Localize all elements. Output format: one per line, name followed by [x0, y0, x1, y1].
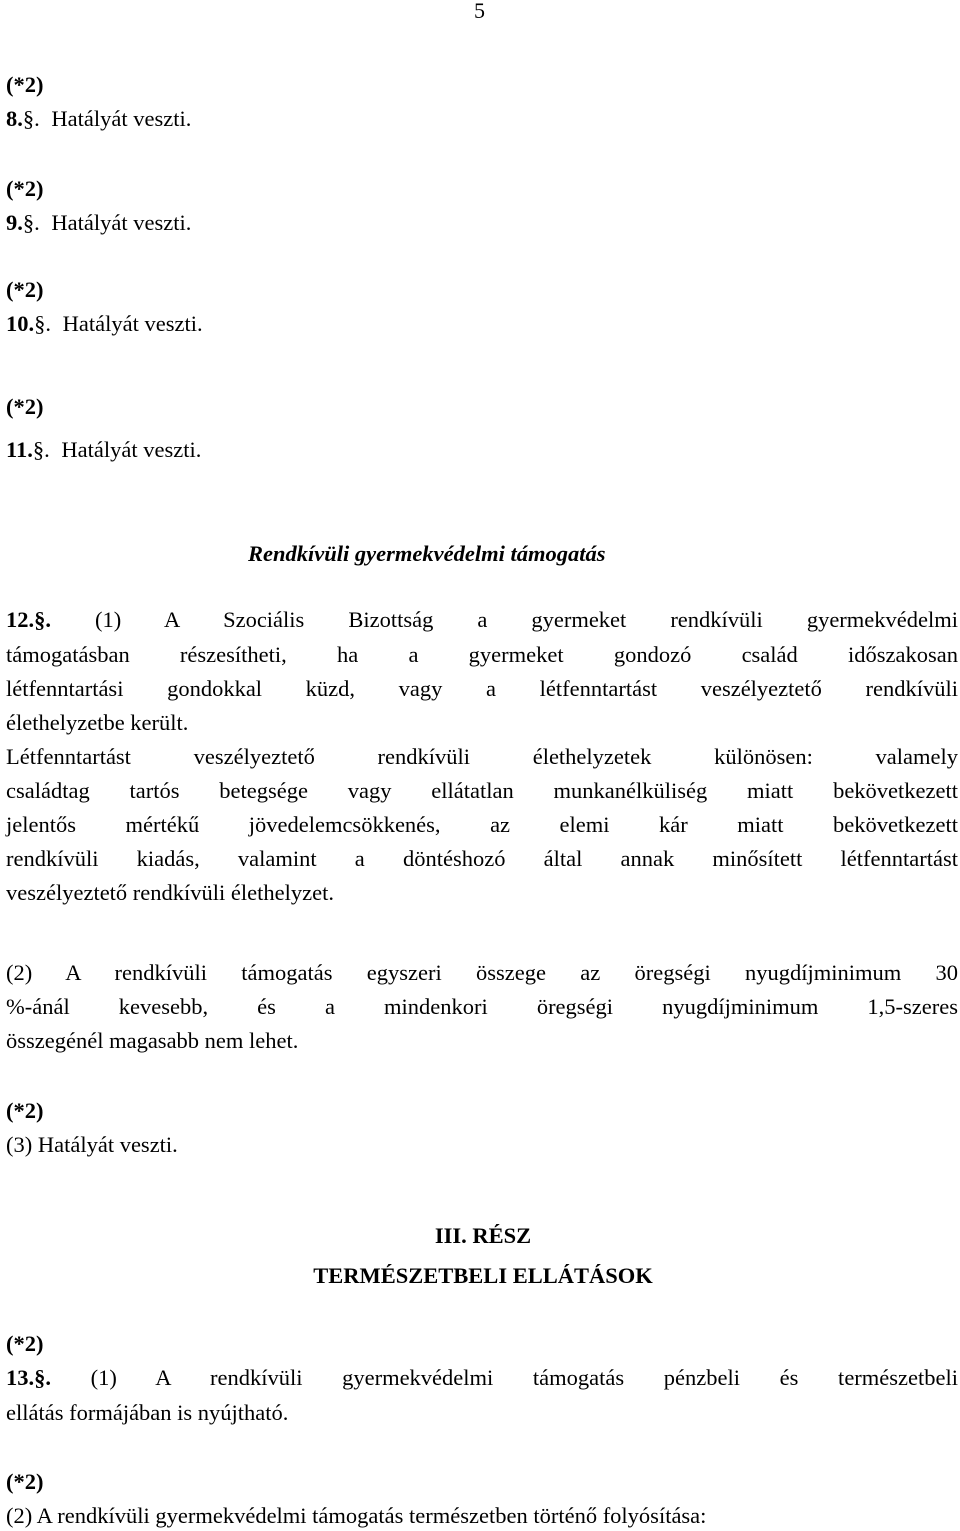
part-title: III. RÉSZ	[434, 1223, 532, 1248]
section-13-para2: (2) A rendkívüli gyermekvédelmi támogatás természetben történő folyósítása:	[6, 1503, 707, 1528]
section-number: 12.	[6, 607, 35, 632]
section-12-para2-line-1: (2) A rendkívüli támogatás egyszeri összege az öregségi nyugdíjminimum 30	[6, 960, 958, 985]
section-text: Hatályát veszti.	[51, 210, 192, 235]
section-12-line-4: élethelyzetbe került.	[6, 710, 189, 735]
section-number: 10.	[6, 311, 35, 336]
amendment-marker: (*2)	[6, 1469, 44, 1494]
section-number: 13.	[6, 1365, 35, 1390]
section-12-line-9: veszélyeztető rendkívüli élethelyzet.	[6, 880, 334, 905]
section-12-para3: (3) Hatályát veszti.	[6, 1132, 178, 1157]
section-12-line-2: támogatásban részesítheti, ha a gyermeket gondozó család időszakosan	[6, 642, 958, 667]
section-12-line-6: családtag tartós betegsége vagy ellátatlan munkanélküliség miatt bekövetkezett	[6, 778, 958, 803]
section-symbol: §.	[34, 311, 51, 336]
section-number: 8.	[6, 106, 23, 131]
section-12-para2-line-2: %-ánál kevesebb, és a mindenkori öregségi nyugdíjminimum 1,5-szeres	[6, 994, 958, 1019]
section-text: Hatályát veszti.	[61, 437, 202, 462]
section-12-line-7: jelentős mértékű jövedelemcsökkenés, az elemi kár miatt bekövetkezett	[6, 812, 958, 837]
section-12-line-3: létfenntartási gondokkal küzd, vagy a létfenntartást veszélyeztető rendkívüli	[6, 676, 958, 701]
section-text: Hatályát veszti.	[51, 106, 192, 131]
amendment-marker: (*2)	[6, 72, 44, 97]
amendment-marker: (*2)	[6, 176, 44, 201]
section-11	[6, 439, 201, 462]
section-13-line-2: ellátás formájában is nyújtható.	[6, 1400, 289, 1425]
part-subtitle: TERMÉSZETBELI ELLÁTÁSOK	[313, 1263, 653, 1288]
section-text: Hatályát veszti.	[62, 311, 203, 336]
section-10	[6, 313, 203, 336]
section-9	[6, 212, 191, 235]
section-8	[6, 108, 191, 131]
section-symbol: §.	[22, 210, 40, 235]
amendment-marker: (*2)	[6, 394, 44, 419]
section-12-text: (1) A Szociális Bizottság a gyermeket rendkívüli gyermekvédelmi	[95, 607, 959, 632]
section-12-line-1	[6, 609, 958, 632]
section-12-line-8: rendkívüli kiadás, valamint a döntéshozó által annak minősített létfenntartást	[6, 846, 958, 871]
section-12-para2-line-3: összegénél magasabb nem lehet.	[6, 1028, 299, 1053]
section-symbol: §.	[34, 1365, 51, 1390]
amendment-marker: (*2)	[6, 1331, 44, 1356]
amendment-marker: (*2)	[6, 1098, 44, 1123]
section-number: 9.	[6, 210, 23, 235]
section-12-line-5: Létfenntartást veszélyeztető rendkívüli élethelyzetek különösen: valamely	[6, 744, 958, 769]
section-symbol: §.	[32, 437, 50, 462]
section-symbol: §.	[22, 106, 40, 131]
amendment-marker: (*2)	[6, 277, 44, 302]
page-number: 5	[474, 0, 485, 23]
section-13-text: (1) A rendkívüli gyermekvédelmi támogatás pénzbeli és természetbeli	[90, 1365, 958, 1390]
subheading: Rendkívüli gyermekvédelmi támogatás	[248, 541, 606, 566]
section-number: 11.	[6, 437, 33, 462]
section-symbol: §.	[34, 607, 51, 632]
section-13-line-1	[6, 1367, 958, 1390]
